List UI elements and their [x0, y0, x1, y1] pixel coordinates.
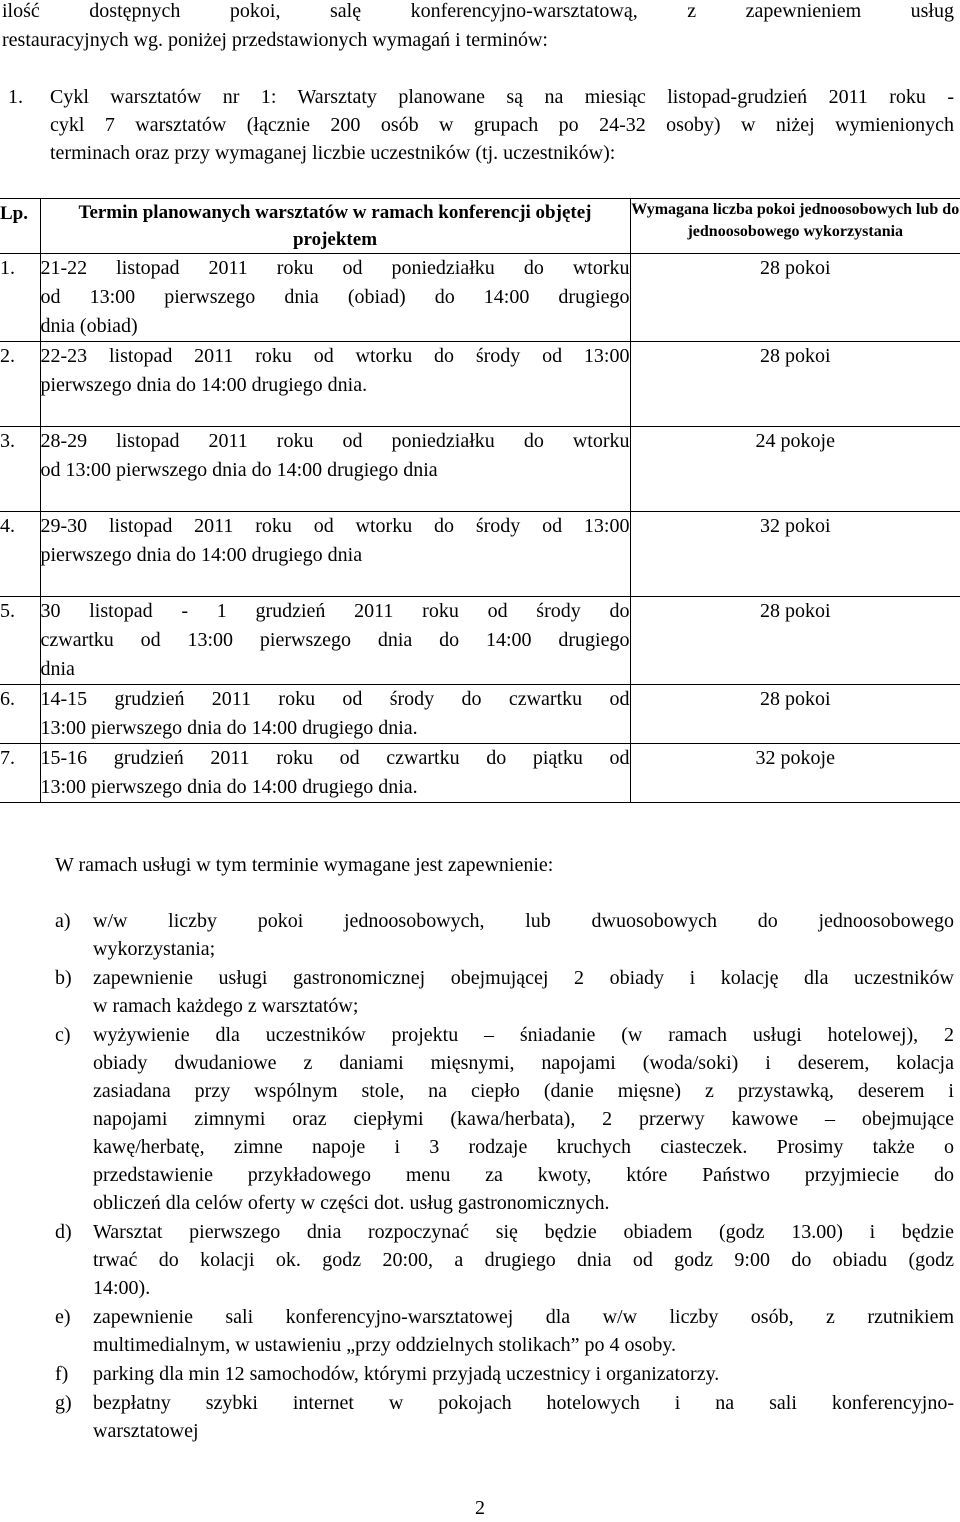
table-header-row: [0, 199, 960, 254]
row-lp: 5.: [0, 597, 40, 685]
intro-line-2: restauracyjnych wg. poniżej przedstawionych wymagań i terminów:: [2, 29, 548, 51]
list-item: [55, 1021, 954, 1217]
item-marker: c): [55, 1024, 71, 1046]
term-line: pierwszego dnia do 14:00 drugiego dnia.: [40, 374, 368, 396]
term-line: pierwszego dnia do 14:00 drugiego dnia: [40, 544, 363, 566]
cycle-number: 1.: [8, 86, 23, 108]
row-term: [40, 254, 630, 342]
term-line: 13:00 pierwszego dnia do 14:00 drugiego dnia.: [40, 776, 418, 798]
row-lp: 4.: [0, 512, 40, 597]
header-term: Termin planowanych warsztatów w ramach konferencji objętej projektem: [40, 199, 630, 254]
row-lp: 1.: [0, 254, 40, 342]
header-lp: Lp.: [0, 199, 40, 254]
term-line: 22-23 listopad 2011 roku od wtorku do środy od 13:00: [40, 345, 630, 367]
term-line: 14-15 grudzień 2011 roku od środy do czwartku od: [40, 688, 630, 710]
item-body: [93, 1021, 954, 1217]
item-body: [93, 1303, 954, 1359]
list-item: [55, 1389, 954, 1445]
item-body: [93, 1389, 954, 1445]
cycle-text: [50, 83, 954, 167]
item-marker: e): [55, 1306, 71, 1328]
term-line: od 13:00 pierwszego dnia (obiad) do 14:00 drugiego: [40, 286, 630, 308]
term-line: 15-16 grudzień 2011 roku od czwartku do piątku od: [40, 747, 630, 769]
page-number: 2: [475, 1497, 485, 1519]
item-line: bezpłatny szybki internet w pokojach hotelowych i na sali konferencyjno-: [93, 1392, 954, 1414]
item-line: kawę/herbatę, zimne napoje i 3 rodzaje kruchych ciasteczek. Prosimy także o: [93, 1136, 954, 1158]
item-line: wyżywienie dla uczestników projektu – śniadanie (w ramach usługi hotelowej), 2: [93, 1024, 954, 1046]
term-line: dnia: [40, 658, 75, 680]
term-line: 29-30 listopad 2011 roku od wtorku do środy od 13:00: [40, 515, 630, 537]
item-marker: d): [55, 1221, 72, 1243]
table-row: [0, 512, 960, 597]
list-item: [55, 1303, 954, 1359]
item-line: multimedialnym, w ustawieniu „przy oddzielnych stolikach” po 4 osoby.: [93, 1334, 677, 1356]
row-rooms: 28 pokoi: [630, 685, 960, 744]
row-term: [40, 685, 630, 744]
list-item: [55, 907, 954, 963]
row-lp: 3.: [0, 427, 40, 512]
item-line: Warsztat pierwszego dnia rozpoczynać się będzie obiadem (godz 13.00) i będzie: [93, 1221, 954, 1243]
term-line: czwartku od 13:00 pierwszego dnia do 14:00 drugiego: [40, 629, 630, 651]
intro-line-1: ilość dostępnych pokoi, salę konferencyjno-warsztatową, z zapewnieniem usług: [2, 0, 954, 22]
item-line: obliczeń dla celów oferty w części dot. usług gastronomicznych.: [93, 1192, 610, 1214]
item-line: zapewnienie usługi gastronomicznej obejmującej 2 obiady i kolację dla uczestników: [93, 967, 954, 989]
term-line: 13:00 pierwszego dnia do 14:00 drugiego dnia.: [40, 717, 418, 739]
table-row: [0, 342, 960, 427]
row-rooms: 32 pokoje: [630, 744, 960, 803]
row-rooms: 24 pokoje: [630, 427, 960, 512]
item-line: trwać do kolacji ok. godz 20:00, a drugiego dnia od godz 9:00 do obiadu (godz: [93, 1249, 954, 1271]
table-row: [0, 744, 960, 803]
row-rooms: 32 pokoi: [630, 512, 960, 597]
item-line: w/w liczby pokoi jednoosobowych, lub dwuosobowych do jednoosobowego: [93, 910, 954, 932]
cycle-line: terminach oraz przy wymaganej liczbie uczestników (tj. uczestników):: [50, 142, 616, 164]
row-rooms: 28 pokoi: [630, 597, 960, 685]
list-item: [55, 964, 954, 1020]
list-item: [55, 1218, 954, 1302]
row-lp: 6.: [0, 685, 40, 744]
term-line: dnia (obiad): [40, 315, 138, 337]
table-row: [0, 254, 960, 342]
intro-paragraph: [2, 0, 954, 55]
item-line: w ramach każdego z warsztatów;: [93, 995, 359, 1017]
header-rooms: Wymagana liczba pokoi jednoosobowych lub do jednoosobowego wykorzystania: [630, 199, 960, 254]
item-body: [93, 1360, 954, 1388]
row-term: [40, 744, 630, 803]
table-row: [0, 685, 960, 744]
item-marker: f): [55, 1363, 69, 1385]
service-heading: W ramach usługi w tym terminie wymagane jest zapewnienie:: [55, 854, 554, 876]
item-line: napojami zimnymi oraz ciepłymi (kawa/herbata), 2 przerwy kawowe – obejmujące: [93, 1108, 954, 1130]
term-line: 28-29 listopad 2011 roku od poniedziałku do wtorku: [40, 430, 630, 452]
item-line: obiady dwudaniowe z daniami mięsnymi, napojami (woda/soki) i deserem, kolacja: [93, 1052, 954, 1074]
item-body: [93, 1218, 954, 1302]
workshop-cycle-paragraph: [8, 83, 954, 167]
item-body: [93, 964, 954, 1020]
list-item: [55, 1360, 954, 1388]
row-term: [40, 597, 630, 685]
item-line: wykorzystania;: [93, 938, 216, 960]
row-term: [40, 427, 630, 512]
row-rooms: 28 pokoi: [630, 254, 960, 342]
item-line: parking dla min 12 samochodów, którymi przyjadą uczestnicy i organizatorzy.: [93, 1363, 720, 1385]
item-marker: a): [55, 910, 71, 932]
term-line: od 13:00 pierwszego dnia do 14:00 drugiego dnia: [40, 459, 438, 481]
service-requirements-list: [55, 907, 954, 1446]
row-term: [40, 342, 630, 427]
term-line: 30 listopad - 1 grudzień 2011 roku od środy do: [40, 600, 630, 622]
workshop-schedule-table: [0, 198, 960, 803]
item-line: warsztatowej: [93, 1420, 199, 1442]
row-term: [40, 512, 630, 597]
item-marker: g): [55, 1392, 72, 1414]
table-row: [0, 427, 960, 512]
row-rooms: 28 pokoi: [630, 342, 960, 427]
term-line: 21-22 listopad 2011 roku od poniedziałku do wtorku: [40, 257, 630, 279]
cycle-line: cykl 7 warsztatów (łącznie 200 osób w grupach po 24-32 osoby) w niżej wymienionych: [50, 114, 954, 136]
item-marker: b): [55, 967, 72, 989]
row-lp: 2.: [0, 342, 40, 427]
row-lp: 7.: [0, 744, 40, 803]
item-line: zapewnienie sali konferencyjno-warsztatowej dla w/w liczby osób, z rzutnikiem: [93, 1306, 954, 1328]
item-line: 14:00).: [93, 1277, 151, 1299]
item-body: [93, 907, 954, 963]
cycle-line: Cykl warsztatów nr 1: Warsztaty planowane są na miesiąc listopad-grudzień 2011 roku -: [50, 86, 954, 108]
table-row: [0, 597, 960, 685]
item-line: przedstawienie przykładowego menu za kwoty, które Państwo przyjmiecie do: [93, 1164, 954, 1186]
item-line: zasiadana przy wspólnym stole, na ciepło (danie mięsne) z przystawką, deserem i: [93, 1080, 954, 1102]
